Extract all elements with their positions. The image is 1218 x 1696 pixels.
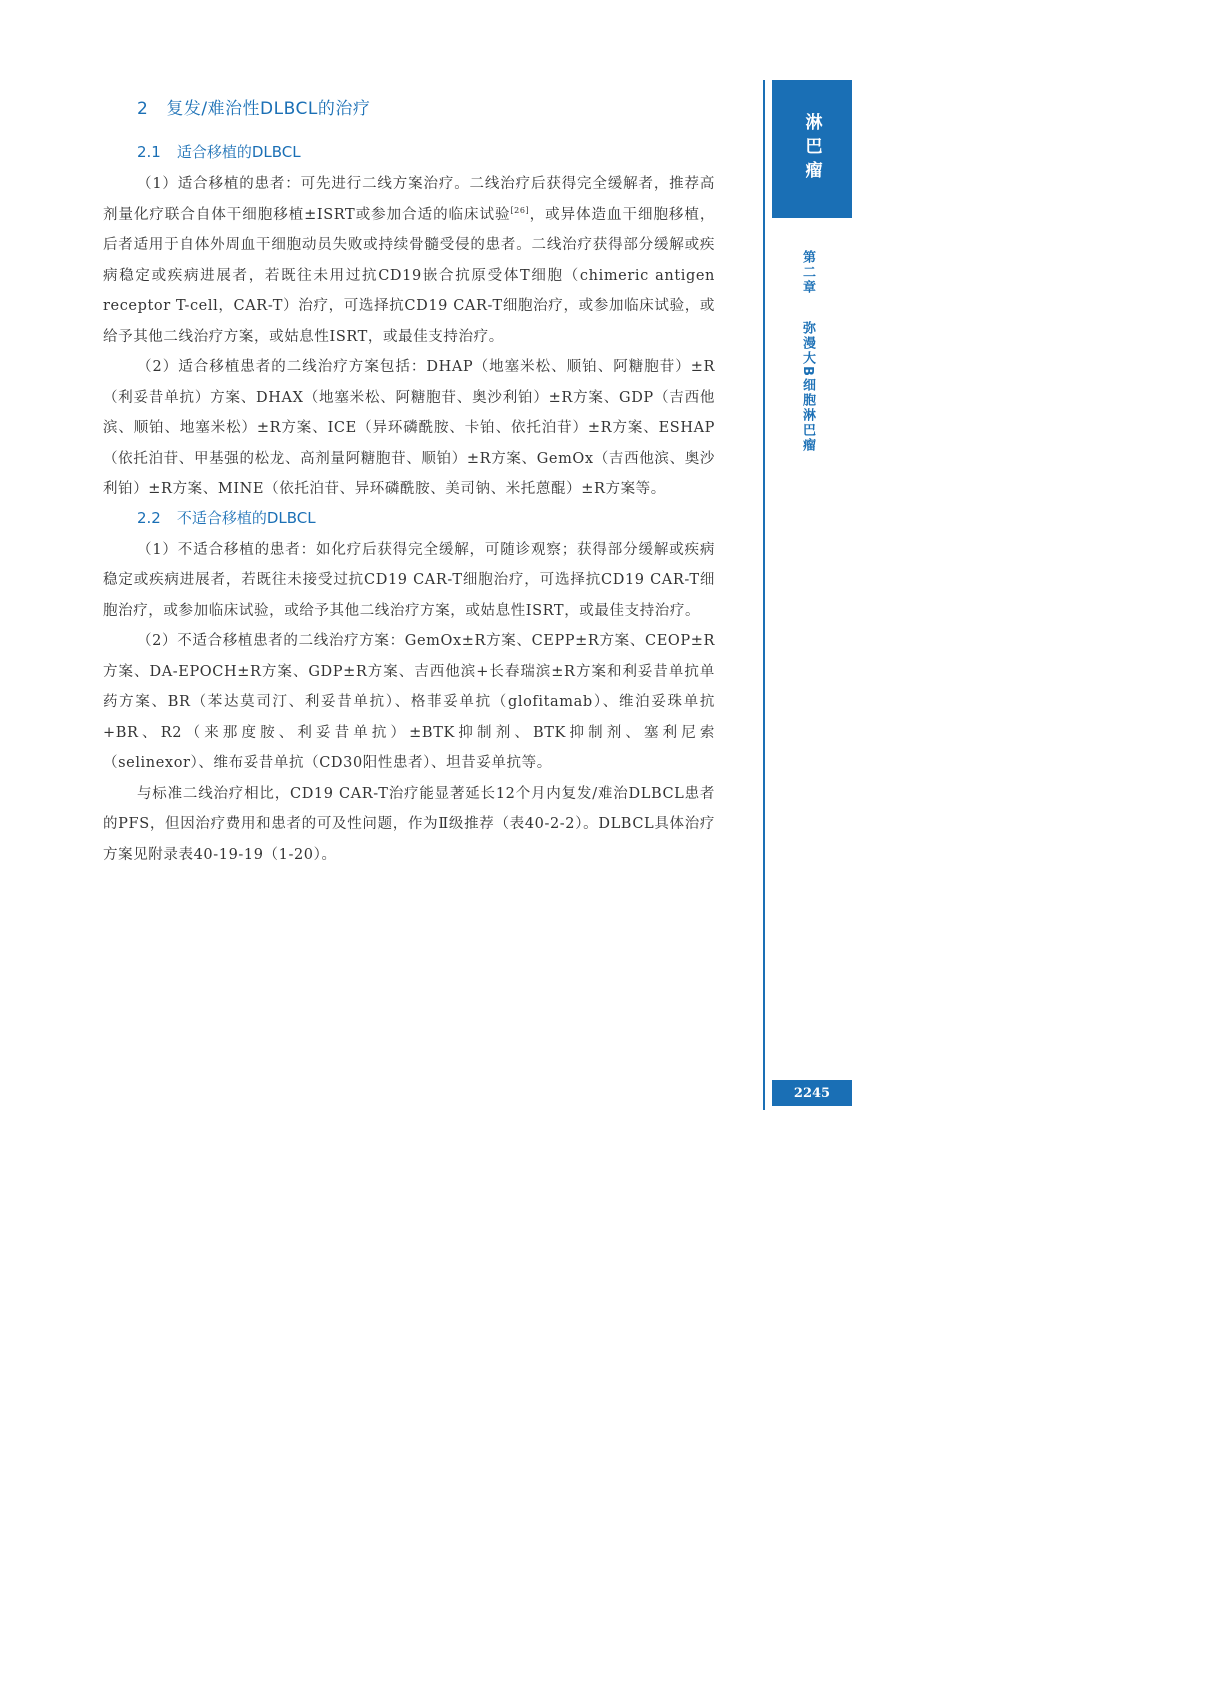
main-content xyxy=(103,90,715,870)
section-number: 2 xyxy=(137,99,149,119)
subsection-heading-2-1 xyxy=(137,139,715,165)
chapter-name: 弥漫大B细胞淋巴瘤 xyxy=(800,321,815,453)
citation-ref: [26] xyxy=(510,205,530,215)
section-heading xyxy=(137,94,715,119)
paragraph: 与标准二线治疗相比，CD19 CAR-T治疗能显著延长12个月内复发/难治DLBCL患者的PFS，但因治疗费用和患者的可及性问题，作为Ⅱ级推荐（表40-2-2）。DLBCL具体治疗方案见附录表40-19-19（1-20）。 xyxy=(103,785,715,863)
paragraph: （1）不适合移植的患者：如化疗后获得完全缓解，可随诊观察；获得部分缓解或疾病稳定或疾病进展者，若既往未接受过抗CD19 CAR-T细胞治疗，可选择抗CD19 CAR-T细胞治疗，或参加临床试验，或给予其他二线治疗方案，或姑息性ISRT，或最佳支持治疗。 xyxy=(103,541,715,619)
subsection-heading-2-2 xyxy=(137,505,715,531)
paragraph xyxy=(103,169,715,352)
chapter-label: 第二章 xyxy=(800,250,815,295)
chapter-tab-label: 淋巴瘤 xyxy=(801,113,822,185)
margin-rule xyxy=(763,80,765,1110)
paragraph-text: （1）适合移植的患者：可先进行二线方案治疗。二线治疗后获得完全缓解者，推荐高剂量化疗联合自体干细胞移植±ISRT或参加合适的临床试验 xyxy=(103,176,715,223)
page-number: 2245 xyxy=(772,1080,852,1106)
paragraph: （2）不适合移植患者的二线治疗方案：GemOx±R方案、CEPP±R方案、CEOP±R方案、DA-EPOCH±R方案、GDP±R方案、吉西他滨+长春瑞滨±R方案和利妥昔单抗单药方案、BR（苯达莫司汀、利妥昔单抗）、格菲妥单抗（glofitamab）、维泊妥珠单抗+BR、R2（来那度胺、利妥昔单抗）±BTK抑制剂、BTK抑制剂、塞利尼索（selinexor）、维布妥昔单抗（CD30阳性患者）、坦昔妥单抗等。 xyxy=(103,633,715,771)
paragraph-text: ，或异体造血干细胞移植，后者适用于自体外周血干细胞动员失败或持续骨髓受侵的患者。二线治疗获得部分缓解或疾病稳定或疾病进展者，若既往未用过抗CD19嵌合抗原受体T细胞（chimeric antigen receptor T-cell，CAR-T）治疗，可选择抗CD19 CAR-T细胞治疗，或参加临床试验，或给予其他二线治疗方案，或姑息性ISRT，或最佳支持治疗。 xyxy=(103,206,715,345)
paragraph: （2）适合移植患者的二线治疗方案包括：DHAP（地塞米松、顺铂、阿糖胞苷）±R（利妥昔单抗）方案、DHAX（地塞米松、阿糖胞苷、奥沙利铂）±R方案、GDP（吉西他滨、顺铂、地塞米松）±R方案、ICE（异环磷酰胺、卡铂、依托泊苷）±R方案、ESHAP（依托泊苷、甲基强的松龙、高剂量阿糖胞苷、顺铂）±R方案、GemOx（吉西他滨、奥沙利铂）±R方案、MINE（依托泊苷、异环磷酰胺、美司钠、米托蒽醌）±R方案等。 xyxy=(103,359,715,497)
subsection-number: 2.2 xyxy=(137,508,161,527)
chapter-side-title xyxy=(798,250,817,453)
subsection-title: 适合移植的DLBCL xyxy=(176,143,301,161)
chapter-tab xyxy=(772,80,852,218)
section-title: 复发/难治性DLBCL的治疗 xyxy=(166,99,371,119)
subsection-number: 2.1 xyxy=(137,143,161,161)
subsection-title: 不适合移植的DLBCL xyxy=(176,508,316,527)
